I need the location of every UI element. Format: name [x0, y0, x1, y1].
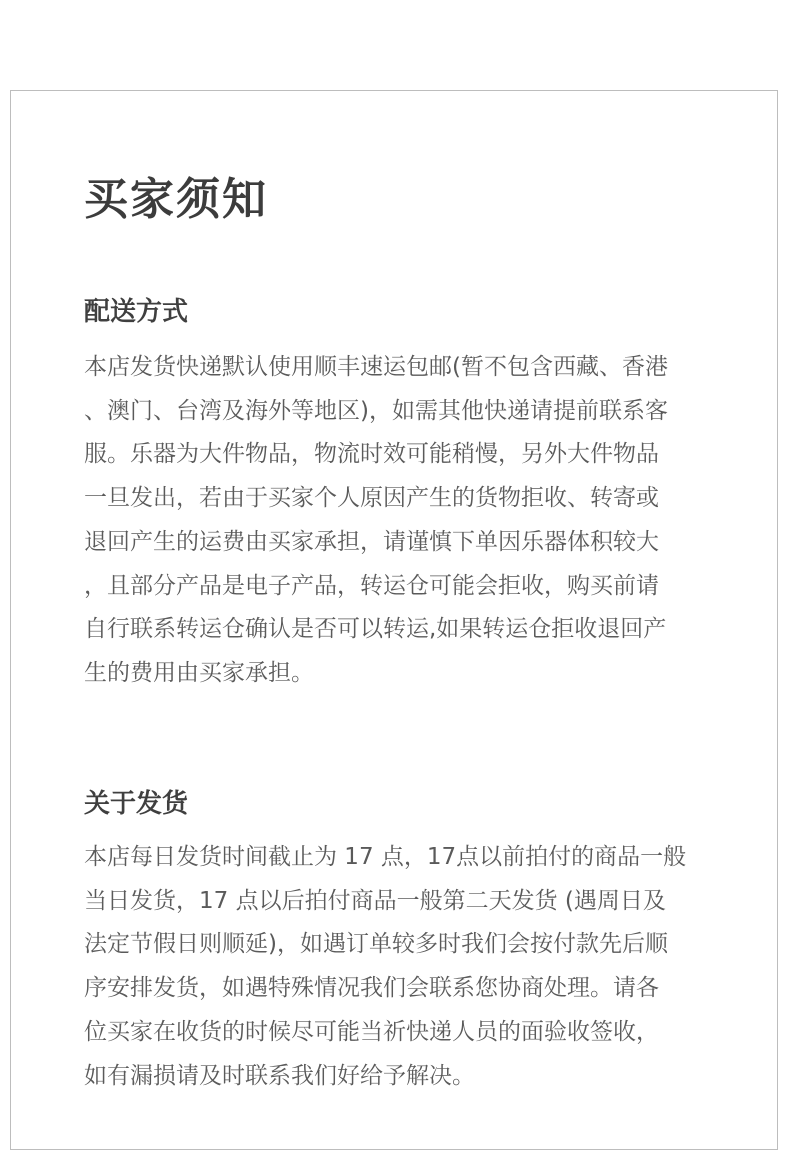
paragraph-line: 本店每日发货时间截止为 17 点，17点以前拍付的商品一般 [84, 844, 687, 870]
page-title: 买家须知 [84, 174, 268, 225]
section-body-delivery-method [84, 346, 724, 696]
paragraph-line: 位买家在收货的时候尽可能当祈快递人员的面验收签收， [84, 1018, 659, 1045]
paragraph-line: ，且部分产品是电子产品，转运仓可能会拒收，购买前请 [84, 572, 659, 599]
section-body-about-shipping [84, 836, 724, 1098]
paragraph-line: 服。乐器为大件物品，物流时效可能稍慢，另外大件物品 [84, 441, 659, 468]
paragraph-line: 生的费用由买家承担。 [84, 659, 314, 686]
paragraph-line: 法定节假日则顺延)，如遇订单较多时我们会按付款先后顺 [84, 931, 668, 958]
paragraph-line: 序安排发货，如遇特殊情况我们会联系您协商处理。请各 [84, 975, 659, 1002]
paragraph-line: 当日发货，17 点以后拍付商品一般第二天发货 (遇周日及 [84, 887, 666, 914]
paragraph-line: 自行联系转运仓确认是否可以转运,如果转运仓拒收退回产 [84, 616, 667, 643]
section-heading-about-shipping: 关于发货 [84, 789, 189, 819]
paragraph-line: 退回产生的运费由买家承担，请谨慎下单因乐器体积较大 [84, 528, 659, 555]
paragraph-line: 如有漏损请及时联系我们好给予解决。 [84, 1062, 475, 1089]
paragraph-line: 一旦发出，若由于买家个人原因产生的货物拒收、转寄或 [84, 485, 659, 512]
paragraph-line: 、澳门、台湾及海外等地区)，如需其他快递请提前联系客 [84, 397, 668, 424]
paragraph-line: 本店发货快递默认使用顺丰速运包邮(暂不包含西藏、香港 [84, 354, 668, 380]
section-heading-delivery-method: 配送方式 [84, 297, 189, 327]
